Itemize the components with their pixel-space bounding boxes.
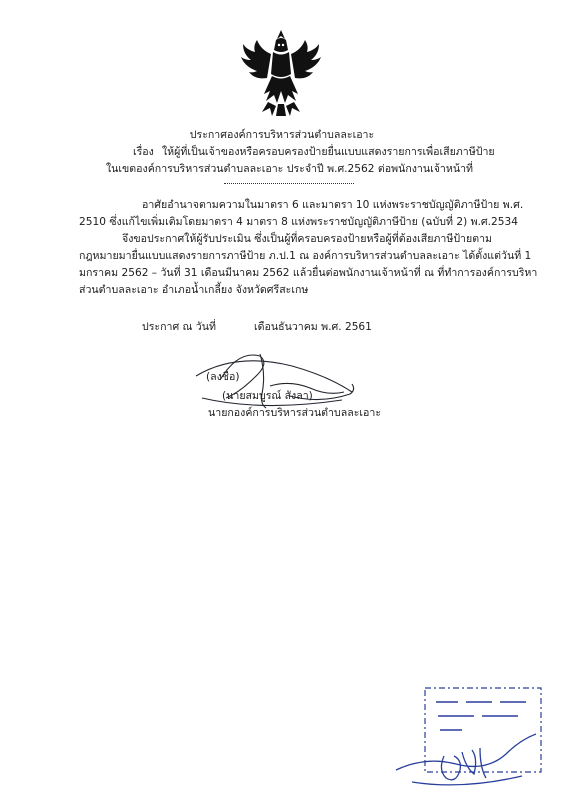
subject-line-1: ให้ผู้ที่เป็นเจ้าของหรือครอบครองป้ายยื่นแบบแสดงรายการเพื่อเสียภาษีป้าย xyxy=(162,146,495,158)
paragraph-2-line-2: กฎหมายมายื่นแบบแสดงรายการภาษีป้าย ภ.ป.1 ณ องค์การบริหารส่วนตำบลละเอาะ ได้ตั้งแต่วันที่ 1 xyxy=(79,250,532,262)
dotted-separator xyxy=(224,183,354,184)
signed-label: (ลงชื่อ) xyxy=(206,371,240,383)
signer-name: (นายสมบูรณ์ สังลา) xyxy=(222,390,313,402)
announce-date-prefix: ประกาศ ณ วันที่ xyxy=(142,321,216,333)
subject-line-2: ในเขตองค์การบริหารส่วนตำบลละเอาะ ประจำปี พ.ศ.2562 ต่อพนักงานเจ้าหน้าที่ xyxy=(106,163,474,175)
signer-position: นายกองค์การบริหารส่วนตำบลละเอาะ xyxy=(208,407,382,419)
paragraph-1-line-2: 2510 ซึ่งแก้ไขเพิ่มเติมโดยมาตรา 4 มาตรา 8 แห่งพระราชบัญญัติภาษีป้าย (ฉบับที่ 2) พ.ศ.2534 xyxy=(79,216,518,228)
garuda-emblem xyxy=(238,28,324,120)
paragraph-2-line-4: ส่วนตำบลละเอาะ อำเภอน้ำเกลี้ยง จังหวัดศรีสะเกษ xyxy=(79,284,309,296)
paragraph-2-line-1: จึงขอประกาศให้ผู้รับประเมิน ซึ่งเป็นผู้ที่ครอบครองป้ายหรือผู้ที่ต้องเสียภาษีป้ายตาม xyxy=(122,233,493,245)
paragraph-1-line-1: อาศัยอำนาจตามความในมาตรา 6 และมาตรา 10 แห่งพระราชบัญญัติภาษีป้าย พ.ศ. xyxy=(142,199,524,211)
org-title: ประกาศองค์การบริหารส่วนตำบลละเอาะ xyxy=(189,129,375,141)
announce-month-year: เดือนธันวาคม พ.ศ. 2561 xyxy=(254,321,372,333)
subject-label: เรื่อง xyxy=(133,146,154,158)
paragraph-2-line-3: มกราคม 2562 – วันที่ 31 เดือนมีนาคม 2562 แล้วยื่นต่อพนักงานเจ้าหน้าที่ ณ ที่ทำการองค์การบริหา xyxy=(79,267,538,279)
stamp-signature xyxy=(392,712,542,792)
